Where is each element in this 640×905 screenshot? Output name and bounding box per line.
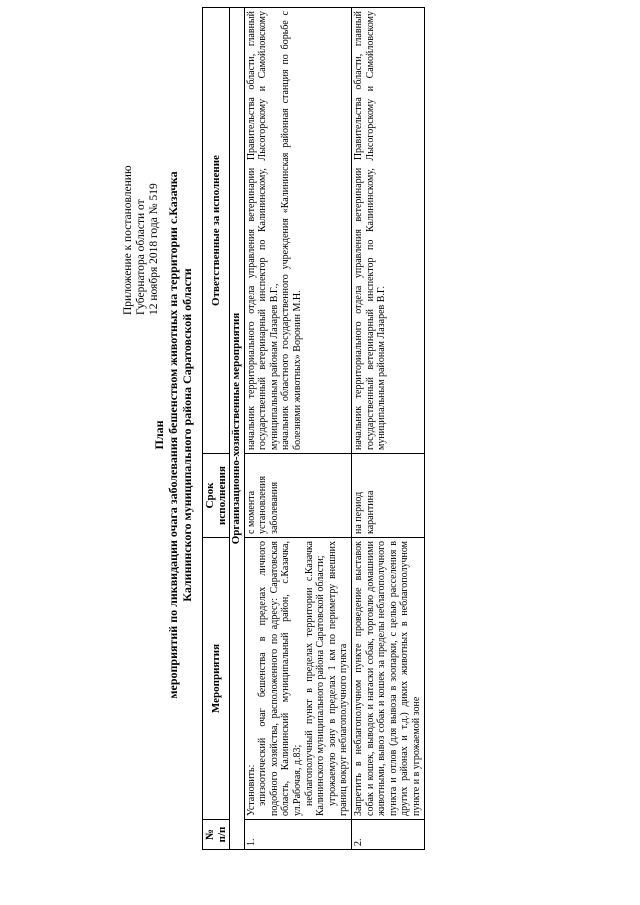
section-row — [230, 8, 245, 850]
measures-paragraph: эпизоотический очаг бешенства в пределах личного подобного хозяйства, расположенного по адресу: Саратовская область, Калининский муниципальный район, с.Казачка, ул.Рабочая, д.83; — [257, 541, 303, 816]
appendix-line-3: 12 ноября 2018 года № 519 — [148, 183, 160, 315]
row-num: 2. — [351, 820, 424, 850]
row-num: 1. — [244, 820, 351, 850]
title-line-2: мероприятий по ликвидации очага заболевания бешенством животных на территории с.Казачка — [166, 171, 180, 699]
row-term: на период карантина — [351, 454, 424, 538]
measures-paragraph: неблагополучный пункт в пределах территории с.Казачка Калининского муниципального района Саратовской области; — [303, 541, 327, 816]
title-line-3: Калининского муниципального района Саратовской области — [180, 268, 194, 602]
row-responsible — [244, 8, 351, 454]
header-measures: Мероприятия — [203, 538, 230, 820]
row-measures — [351, 538, 424, 820]
measures-paragraph: угрожаемую зону в пределах 1 км по периметру внешних границ вокруг неблагополучного пункта — [326, 541, 350, 816]
table-header-row — [203, 8, 230, 850]
row-responsible — [351, 8, 424, 454]
title-line-1: План — [152, 420, 166, 450]
table-row — [244, 8, 351, 850]
row-term: с момента установления заболевания — [244, 454, 351, 538]
header-term: Срок исполнения — [203, 454, 230, 538]
appendix-line-2: Губернатора области от — [135, 199, 147, 315]
header-num: № п/п — [203, 820, 230, 850]
measures-intro: Установить: — [245, 764, 257, 816]
measures-paragraph: Запретить в неблагополучном пункте проведение выставок собак и кошек, выводок и натаски собак, торговлю домашними животными, вывоз собак и кошек за пределы неблагополучного пункта и отлов (для вывоза в зоопарки, с целью расселения в других районах и т.д.) диких животных в неблагополучном пункте и в угрожаемой зоне — [352, 541, 422, 816]
header-responsible: Ответственные за исполнение — [203, 8, 230, 454]
section-title: Организационно-хозяйственные мероприятия — [230, 8, 245, 850]
plan-table — [202, 7, 425, 850]
row-measures — [244, 538, 351, 820]
appendix-line-1: Приложение к постановлению — [122, 165, 134, 315]
responsible-paragraph: начальник областного государственного учреждения «Калининская районная станция по борьбе с болезнями животных» Воронин М.Н. — [280, 11, 303, 450]
document-title — [152, 25, 194, 845]
responsible-paragraph: начальник территориального отдела управления ветеринарии Правительства области, главный государственный ветеринарный инспектор по Калининскому, Лысогорскому и Самойловскому муниципальным районам Лазарев В.Г. — [352, 11, 388, 450]
table-row — [351, 8, 424, 850]
responsible-paragraph: начальник территориального отдела управления ветеринарии Правительства области, главный государственный ветеринарный инспектор по Калининскому, Лысогорскому и Самойловскому муниципальным районам Лазарев В.Г., — [245, 11, 280, 450]
